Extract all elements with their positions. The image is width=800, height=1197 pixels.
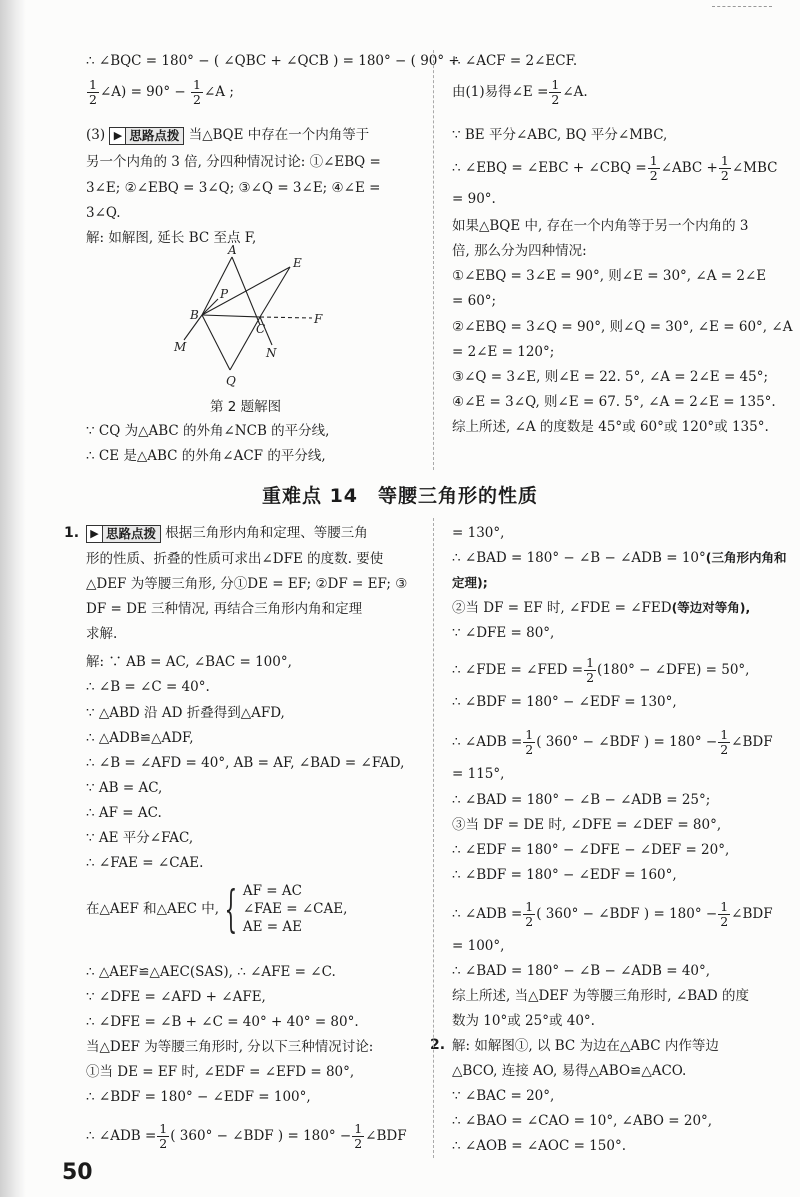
text-span: ∴ ∠EBQ = ∠EBC + ∠CBQ = <box>452 160 647 176</box>
label-n: N <box>266 346 277 360</box>
segment-cf <box>260 317 312 318</box>
text-span: ∠BDF <box>731 906 773 922</box>
text-line: ∴ ∠BAO = ∠CAO = 10°, ∠ABO = 20°, <box>452 1113 713 1129</box>
text-line: ∵ ∠DFE = ∠AFD + ∠AFE, <box>86 989 266 1005</box>
fraction-numerator: 1 <box>720 727 729 742</box>
text-span: ( 360° − ∠BDF ) = 180° − <box>536 906 718 922</box>
geometry-figure <box>172 245 332 400</box>
text-span: ∴ ∠ADB = <box>452 906 523 922</box>
fraction-numerator: 1 <box>586 655 595 670</box>
label-m: M <box>174 340 187 354</box>
section-heading: 重难点 14 等腰三角形的性质 <box>261 485 539 507</box>
text-line: ③当 DF = DE 时, ∠DFE = ∠DEF = 80°, <box>452 817 722 833</box>
fraction-numerator: 1 <box>89 77 97 92</box>
text-line: ∴ △ADB≌△ADF, <box>86 730 194 746</box>
text-span: (180° − ∠DFE) = 50°, <box>597 662 750 678</box>
label-a: A <box>228 245 237 257</box>
text-line: ∴ ∠BQC = 180° − ( ∠QBC + ∠QCB ) = 180° − ( 90° + <box>86 53 460 69</box>
fraction-half <box>719 154 731 183</box>
text-line: 求解. <box>86 626 118 642</box>
figure-caption: 第 2 题解图 <box>210 399 282 415</box>
segment-bc <box>202 315 260 317</box>
fraction-denominator: 2 <box>586 670 595 685</box>
text-line: ∴ ∠BAD = 180° − ∠B − ∠ADB = 40°, <box>452 963 711 979</box>
text-line: ∵ AB = AC, <box>86 780 163 796</box>
text-line: ∴ CE 是△ABC 的外角∠ACF 的平分线, <box>86 448 326 464</box>
label-q: Q <box>226 374 236 388</box>
fraction-denominator: 2 <box>193 92 201 107</box>
fraction-half <box>352 1122 364 1151</box>
text-span: 当△BQE 中存在一个内角等于 <box>184 127 370 143</box>
badge-label: 思路点拨 <box>129 127 180 143</box>
fraction-denominator: 2 <box>720 914 729 929</box>
text-line: ∴ △AEF≌△AEC(SAS), ∴ ∠AFE = ∠C. <box>86 964 336 980</box>
equation-row: AE = AE <box>242 919 302 935</box>
fraction-denominator: 2 <box>525 742 534 757</box>
text-line: = 100°, <box>452 938 505 954</box>
text-line: 综上所述, 当△DEF 为等腰三角形时, ∠BAD 的度 <box>452 988 749 1004</box>
fraction-half <box>584 656 596 685</box>
fraction-numerator: 1 <box>525 899 534 914</box>
label-p: P <box>220 287 229 301</box>
text-span: ∠A) = 90° − <box>99 84 186 100</box>
text-line: 数为 10°或 25°或 40°. <box>452 1013 595 1029</box>
text-line: ∴ ∠FAE = ∠CAE. <box>86 855 204 871</box>
text-span: ∠ABC + <box>660 160 718 176</box>
segment-ec <box>260 267 290 317</box>
equation-row: AF = AC <box>242 883 302 899</box>
problem-number: 2. <box>430 1037 446 1053</box>
text-line <box>86 1122 407 1151</box>
text-span: 由(1)易得∠E = <box>452 84 549 100</box>
fraction-half <box>523 728 535 757</box>
text-span: ②当 DF = EF 时, ∠FDE = ∠FED <box>452 600 672 616</box>
theorem-note: (三角形内角和 <box>705 550 787 565</box>
text-line: ②∠EBQ = 3∠Q = 90°, 则∠Q = 30°, ∠E = 60°, ∠A <box>452 319 793 335</box>
text-line: ∴ ∠AOB = ∠AOC = 150°. <box>452 1138 626 1154</box>
text-line: = 60°; <box>452 293 497 309</box>
arrow-icon: ▶ <box>87 526 103 542</box>
text-line: △BCO, 连接 AO, 易得△ABO≌△ACO. <box>452 1063 687 1079</box>
fraction-denominator: 2 <box>159 1136 168 1151</box>
text-line: ∴ ∠BDF = 180° − ∠EDF = 100°, <box>86 1089 311 1105</box>
text-line: ∵ CQ 为△ABC 的外角∠NCB 的平分线, <box>86 423 330 439</box>
text-span: ∴ ∠ADB = <box>86 1128 157 1144</box>
fraction-half <box>157 1122 169 1151</box>
text-line: = 2∠E = 120°; <box>452 344 555 360</box>
text-line <box>452 656 749 685</box>
fraction-half <box>648 154 660 183</box>
text-line <box>86 524 368 543</box>
text-line: 3∠E; ②∠EBQ = 3∠Q; ③∠Q = 3∠E; ④∠E = <box>86 180 381 196</box>
text-line: ∴ ∠B = ∠AFD = 40°, AB = AF, ∠BAD = ∠FAD, <box>86 755 405 771</box>
equation-system <box>243 882 348 936</box>
text-span: ∠A ; <box>203 84 234 100</box>
text-line: ∴ ∠ACF = 2∠ECF. <box>452 53 578 69</box>
column-bottom-right <box>452 520 787 1160</box>
segment-be <box>202 267 290 315</box>
text-line: ∵ ∠DFE = 80°, <box>452 625 555 641</box>
fraction-numerator: 1 <box>720 153 729 168</box>
label-f: F <box>314 312 323 326</box>
fraction-denominator: 2 <box>525 914 534 929</box>
text-line: 解: 如解图, 延长 BC 至点 F, <box>86 230 257 246</box>
hint-badge <box>109 127 184 145</box>
column-divider <box>433 518 434 1158</box>
fraction-half <box>549 78 561 107</box>
column-top-right <box>452 52 793 472</box>
text-line: ∵ △ABD 沿 AD 折叠得到△AFD, <box>86 705 285 721</box>
page-number: 50 <box>62 1160 93 1185</box>
text-line <box>452 78 588 107</box>
segment-bq <box>202 315 230 370</box>
text-span: 根据三角形内角和定理、等腰三角 <box>161 525 368 541</box>
text-span: ∠MBC <box>731 160 778 176</box>
text-line <box>452 900 773 929</box>
fraction-numerator: 1 <box>649 153 658 168</box>
text-span: ∴ ∠FDE = ∠FED = <box>452 662 584 678</box>
text-line: ∴ ∠DFE = ∠B + ∠C = 40° + 40° = 80°. <box>86 1014 359 1030</box>
fraction-denominator: 2 <box>89 92 97 107</box>
fraction-numerator: 1 <box>193 77 201 92</box>
hint-badge <box>86 525 161 543</box>
page-edge-shadow <box>0 0 26 1197</box>
text-span: ∠A. <box>562 84 588 100</box>
fraction-denominator: 2 <box>649 168 658 183</box>
text-line: △DEF 为等腰三角形, 分①DE = EF; ②DF = EF; ③ <box>86 576 408 592</box>
text-line <box>452 728 773 757</box>
fraction-half <box>523 900 535 929</box>
text-line: 解: ∵ AB = AC, ∠BAC = 100°, <box>86 654 292 670</box>
column-bottom-left <box>86 520 416 1160</box>
text-line <box>86 126 369 145</box>
theorem-note: (等边对等角), <box>671 600 751 615</box>
fraction-denominator: 2 <box>720 168 729 183</box>
text-line: ④∠E = 3∠Q, 则∠E = 67. 5°, ∠A = 2∠E = 135°. <box>452 394 776 410</box>
text-span: ∠BDF <box>731 734 773 750</box>
column-divider <box>433 50 434 470</box>
label-e: E <box>293 256 302 270</box>
text-line <box>452 599 750 617</box>
label-b: B <box>190 308 199 322</box>
theorem-note: 定理); <box>452 575 488 590</box>
text-line: ③∠Q = 3∠E, 则∠E = 22. 5°, ∠A = 2∠E = 45°; <box>452 369 769 385</box>
text-line: 倍, 那么分为四种情况: <box>452 243 587 259</box>
text-span: ∴ ∠BAD = 180° − ∠B − ∠ADB = 10° <box>452 550 706 566</box>
text-line: ①∠EBQ = 3∠E = 90°, 则∠E = 30°, ∠A = 2∠E <box>452 268 767 284</box>
fraction-denominator: 2 <box>354 1136 363 1151</box>
text-line: DF = DE 三种情况, 再结合三角形内角和定理 <box>86 601 363 617</box>
text-span: ∴ ∠ADB = <box>452 734 523 750</box>
text-span: ∠BDF <box>365 1128 407 1144</box>
fraction-half <box>87 78 99 107</box>
text-line: ∵ AE 平分∠FAC, <box>86 830 194 846</box>
fraction-half <box>718 728 730 757</box>
fraction-denominator: 2 <box>720 742 729 757</box>
text-line: 3∠Q. <box>86 205 121 221</box>
text-line: 另一个内角的 3 倍, 分四种情况讨论: ①∠EBQ = <box>86 154 381 170</box>
fraction-numerator: 1 <box>354 1121 363 1136</box>
label-c: C <box>256 322 266 336</box>
fraction-numerator: 1 <box>720 899 729 914</box>
text-line: ∵ BE 平分∠ABC, BQ 平分∠MBC, <box>452 127 668 143</box>
text-line: 形的性质、折叠的性质可求出∠DFE 的度数. 要使 <box>86 551 384 567</box>
text-span: 在△AEF 和△AEC 中, <box>86 901 220 917</box>
fraction-half <box>718 900 730 929</box>
fraction-denominator: 2 <box>551 92 560 107</box>
text-line: ①当 DE = EF 时, ∠EDF = ∠EFD = 80°, <box>86 1064 355 1080</box>
fraction-numerator: 1 <box>525 727 534 742</box>
text-line <box>86 882 347 936</box>
text-line <box>86 78 234 107</box>
badge-label: 思路点拨 <box>106 525 157 541</box>
text-line: ∴ AF = AC. <box>86 805 162 821</box>
text-line: = 90°. <box>452 191 496 207</box>
text-line: = 130°, <box>452 525 505 541</box>
item-number: (3) <box>86 127 106 143</box>
fraction-half <box>191 78 203 107</box>
text-line: ∴ ∠BDF = 180° − ∠EDF = 160°, <box>452 867 677 883</box>
text-line: = 115°, <box>452 766 505 782</box>
text-line: ∴ ∠B = ∠C = 40°. <box>86 679 210 695</box>
equation-row: ∠FAE = ∠CAE, <box>242 901 348 917</box>
text-line: ∴ ∠EDF = 180° − ∠DFE − ∠DEF = 20°, <box>452 842 730 858</box>
scan-mark <box>712 6 772 10</box>
fraction-numerator: 1 <box>551 77 560 92</box>
problem-number: 1. <box>64 525 80 541</box>
text-span: ( 360° − ∠BDF ) = 180° − <box>170 1128 352 1144</box>
text-line: ∵ ∠BAC = 20°, <box>452 1088 555 1104</box>
text-line: 解: 如解图①, 以 BC 为边在△ABC 内作等边 <box>452 1038 719 1054</box>
text-line <box>452 549 786 567</box>
text-span: ( 360° − ∠BDF ) = 180° − <box>536 734 718 750</box>
text-line: ∴ ∠BAD = 180° − ∠B − ∠ADB = 25°; <box>452 792 711 808</box>
fraction-numerator: 1 <box>159 1121 168 1136</box>
text-line: 当△DEF 为等腰三角形时, 分以下三种情况讨论: <box>86 1039 374 1055</box>
text-line <box>452 574 488 592</box>
text-line: 如果△BQE 中, 存在一个内角等于另一个内角的 3 <box>452 218 749 234</box>
text-line <box>452 154 777 183</box>
brace-symbol: { <box>224 880 238 938</box>
arrow-icon: ▶ <box>110 128 126 144</box>
text-line: 综上所述, ∠A 的度数是 45°或 60°或 120°或 135°. <box>452 419 769 435</box>
text-line: ∴ ∠BDF = 180° − ∠EDF = 130°, <box>452 694 677 710</box>
